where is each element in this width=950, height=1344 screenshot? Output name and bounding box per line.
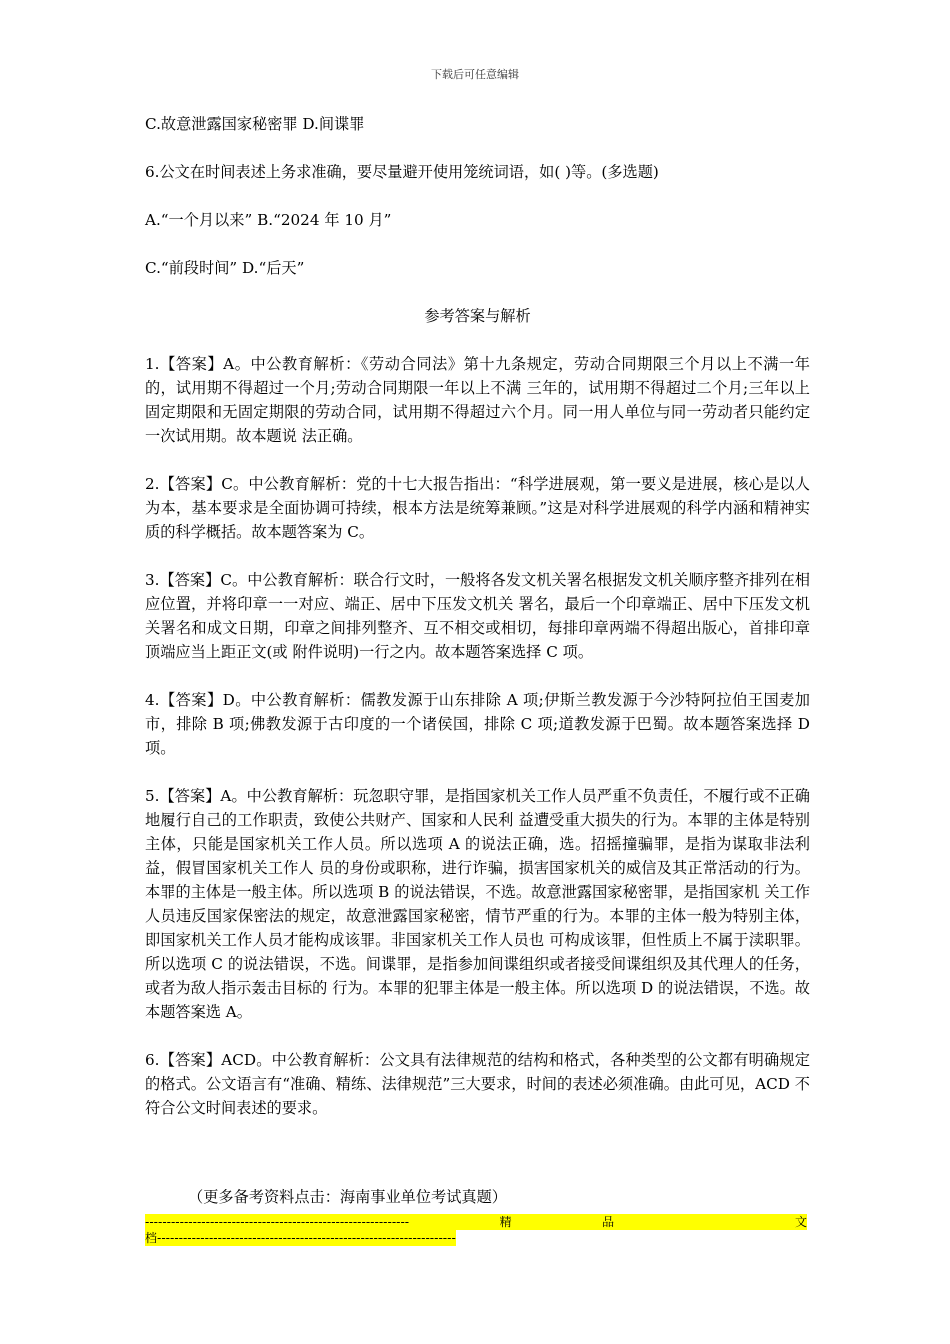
answer-4: 4.【答案】D。中公教育解析：儒教发源于山东排除 A 项;伊斯兰教发源于今沙特阿拉伯王国麦加市，排除 B 项;佛教发源于古印度的一个诸侯国，排除 C 项;道教发源于巴蜀。故本题答案选择 D 项。: [145, 691, 810, 757]
footer-word-3: 文: [794, 1215, 807, 1229]
footer-banner: [145, 1214, 807, 1246]
page-header: 下载后可任意编辑: [431, 68, 519, 81]
answer-5: 5.【答案】A。中公教育解析：玩忽职守罪，是指国家机关工作人员严重不负责任，不履行或不正确地履行自己的工作职责，致使公共财产、国家和人民利 益遭受重大损失的行为。本罪的主体是特别主体，只能是国家机关工作人员。所以选项 A 的说法正确，选。招摇撞骗罪，是指为谋取非法利益，假冒国家机关工作人 员的身份或职称，进行诈骗，损害国家机关的威信及其正常活动的行为。本罪的主体是一般主体。所以选项 B 的说法错误，不选。故意泄露国家秘密罪，是指国家机 关工作人员违反国家保密法的规定，故意泄露国家秘密，情节严重的行为。本罪的主体一般为特别主体，即国家机关工作人员才能构成该罪。非国家机关工作人员也 可构成该罪，但性质上不属于渎职罪。所以选项 C 的说法错误，不选。间谍罪，是指参加间谍组织或者接受间谍组织及其代理人的任务，或者为敌人指示轰击目标的 行为。本罪的犯罪主体是一般主体。所以选项 D 的说法错误，不选。故本题答案选 A。: [145, 787, 810, 1021]
answer-1: 1.【答案】A。中公教育解析：《劳动合同法》第十九条规定，劳动合同期限三个月以上不满一年的，试用期不得超过一个月;劳动合同期限一年以上不满 三年的，试用期不得超过二个月;三年以上固定期限和无固定期限的劳动合同，试用期不得超过六个月。同一用人单位与同一劳动者只能约定一次试用期。故本题说 法正确。: [145, 355, 810, 445]
question-6-options-cd: C.“前段时间” D.“后天”: [145, 259, 305, 277]
footer-row-2: 档---------------------------------------------------------------------: [145, 1231, 456, 1245]
footer-word-1: 精: [499, 1215, 512, 1229]
section-title: 参考答案与解析: [424, 307, 531, 325]
footer-dashes: -------------------------------------------------------------: [145, 1215, 410, 1229]
question-6-stem: 6.公文在时间表述上务求准确，要尽量避开使用笼统词语，如( )等。(多选题): [145, 163, 659, 181]
document-body: [145, 112, 810, 1144]
answer-3: 3.【答案】C。中公教育解析：联合行文时，一般将各发文机关署名根据发文机关顺序整齐排列在相应位置，并将印章一一对应、端正、居中下压发文机关 署名，最后一个印章端正、居中下压发文机关署名和成文日期，印章之间排列整齐、互不相交或相切，每排印章两端不得超出版心，首排印章顶端应当上距正文(或 附件说明)一行之内。故本题答案选择 C 项。: [145, 571, 810, 661]
answer-6: 6.【答案】ACD。中公教育解析：公文具有法律规范的结构和格式，各种类型的公文都有明确规定的格式。公文语言有“准确、精练、法律规范”三大要求，时间的表述必须准确。由此可见，ACD 不符合公文时间表述的要求。: [145, 1051, 810, 1117]
more-resources-link[interactable]: （更多备考资料点击：海南事业单位考试真题）: [188, 1188, 507, 1206]
footer-word-2: 品: [602, 1215, 615, 1229]
answer-2: 2.【答案】C。中公教育解析：党的十七大报告指出：“科学进展观，第一要义是进展，核心是以人为本，基本要求是全面协调可持续，根本方法是统筹兼顾。”这是对科学进展观的科学内涵和精神实质的科学概括。故本题答案为 C。: [145, 475, 810, 541]
question-option-line: C.故意泄露国家秘密罪 D.间谍罪: [145, 115, 365, 133]
footer-row-1: [145, 1214, 807, 1230]
question-6-options-ab: A.“一个月以来” B.“2024 年 10 月”: [145, 211, 392, 229]
